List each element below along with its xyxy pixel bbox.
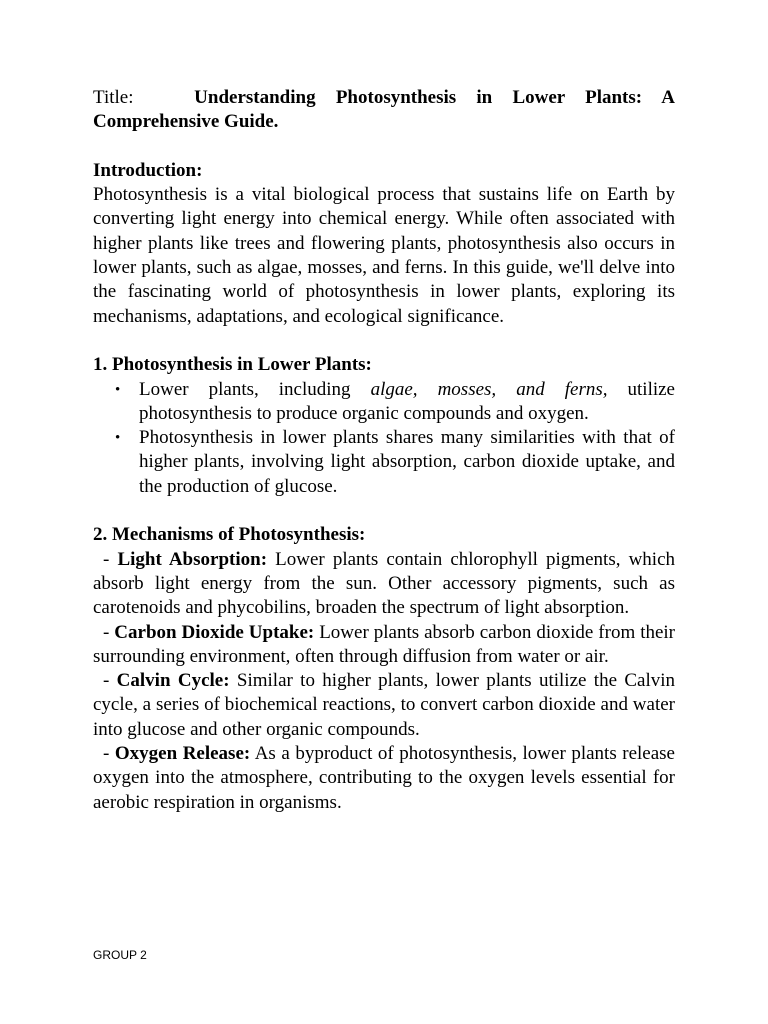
bullet-item (93, 426, 675, 499)
spacer (93, 135, 675, 159)
section1-bullet-list (93, 378, 675, 499)
title-text: Understanding Photosynthesis in Lower Plants: A Comprehensive Guide. (93, 87, 675, 133)
mechanism-label: Carbon Dioxide Uptake: (114, 621, 315, 643)
mechanism-text: Lower plants contain chlorophyll pigments, which absorb light energy from the sun. Other accessory pigments, such as carotenoids and phycobilins, broaden the spectrum of light absorption. (93, 548, 676, 619)
mechanism-text: Lower plants absorb carbon dioxide from their surrounding environment, often through diffusion from water or air. (93, 621, 676, 667)
section2-heading: 2. Mechanisms of Photosynthesis: (93, 524, 366, 546)
bullet-text: Photosynthesis in lower plants shares many similarities with that of higher plants, involving light absorption, carbon dioxide uptake, and the production of glucose. (139, 427, 675, 497)
bullet-text-after: utilize photosynthesis to produce organic compounds and oxygen. (139, 378, 675, 424)
dash-marker: - (103, 621, 110, 643)
introduction-heading: Introduction: (93, 159, 203, 181)
document-title (93, 86, 675, 135)
mechanism-item-calvin-cycle (93, 669, 675, 742)
spacer (93, 329, 675, 353)
mechanism-item-oxygen-release (93, 742, 675, 815)
mechanism-label: Oxygen Release: (114, 743, 251, 765)
bullet-item (93, 378, 675, 427)
bullet-text-before: Lower plants, including (139, 378, 371, 400)
mechanism-label: Calvin Cycle: (116, 670, 230, 692)
section1-heading: 1. Photosynthesis in Lower Plants: (93, 354, 372, 376)
bullet-text-italic: algae, mosses, and ferns, (370, 378, 608, 400)
mechanism-text: As a byproduct of photosynthesis, lower plants release oxygen into the atmosphere, contributing to the oxygen levels essential for aerobic respiration in organisms. (93, 743, 675, 813)
mechanism-label: Light Absorption: (117, 548, 268, 570)
bullet-icon: • (115, 381, 121, 398)
dash-marker: - (103, 548, 110, 570)
introduction-body: Photosynthesis is a vital biological process that sustains life on Earth by converting light energy into chemical energy. While often associated with higher plants like trees and flowering plants, photosynthesis also occurs in lower plants, such as algae, mosses, and ferns. In this guide, we'll delve into the fascinating world of photosynthesis in lower plants, exploring its mechanisms, adaptations, and ecological significance. (93, 184, 675, 327)
document-page (93, 86, 675, 815)
spacer (93, 499, 675, 523)
bullet-icon: • (115, 430, 121, 447)
page-footer: GROUP 2 (93, 948, 147, 962)
dash-marker: - (103, 670, 110, 692)
mechanism-item-light-absorption (93, 548, 675, 621)
title-prefix: Title: (93, 87, 134, 108)
mechanism-text: Similar to higher plants, lower plants utilize the Calvin cycle, a series of biochemical reactions, to convert carbon dioxide and water into glucose and other organic compounds. (93, 670, 676, 740)
dash-marker: - (103, 743, 110, 765)
mechanism-item-carbon-dioxide-uptake (93, 621, 675, 670)
